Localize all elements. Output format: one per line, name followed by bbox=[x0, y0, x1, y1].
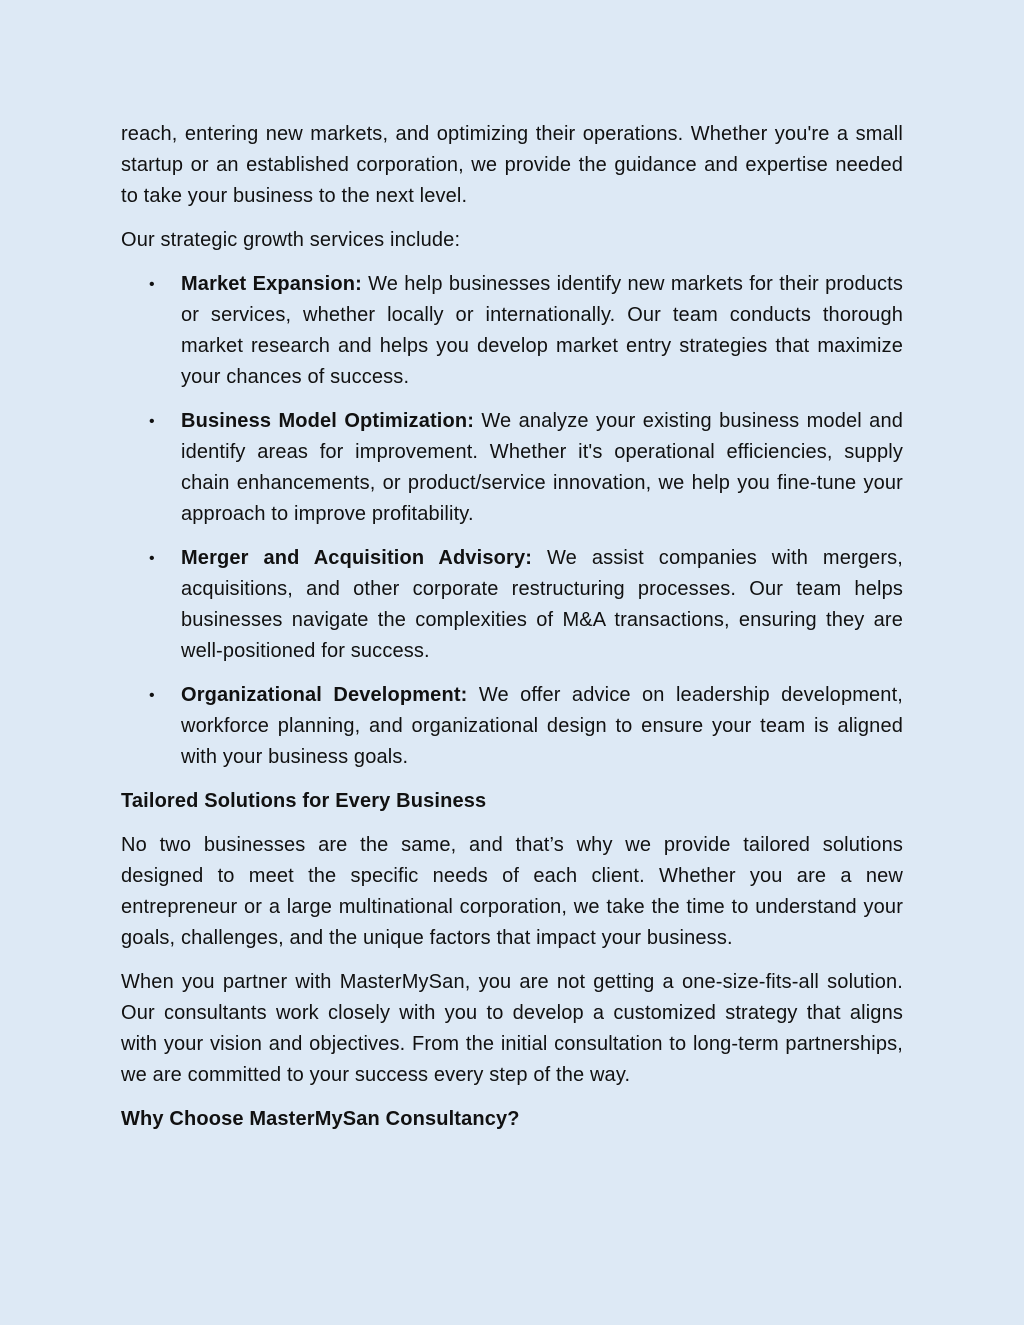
tailored-paragraph-1: No two businesses are the same, and that’s why we provide tailored solutions designed to meet the specific needs of each client. Whether you are a new entrepreneur or a large multinational corporation, we take the time to understand your goals, challenges, and the unique factors that impact your business. bbox=[121, 834, 903, 949]
service-term: Business Model Optimization: bbox=[181, 410, 475, 432]
service-term: Organizational Development: bbox=[181, 684, 468, 706]
service-description: We offer advice on leadership development, workforce planning, and organizational design to ensure your team is aligned with your business goals. bbox=[181, 684, 903, 768]
intro-paragraph: reach, entering new markets, and optimizing their operations. Whether you're a small startup or an established corporation, we provide the guidance and expertise needed to take your business to the next level. bbox=[121, 123, 903, 207]
heading-tailored-solutions: Tailored Solutions for Every Business bbox=[121, 790, 487, 812]
services-list bbox=[121, 269, 903, 773]
bullet-icon: • bbox=[149, 550, 155, 567]
list-item-merger-acquisition-advisory bbox=[121, 543, 903, 667]
heading-why-choose: Why Choose MasterMySan Consultancy? bbox=[121, 1108, 520, 1130]
service-description: We analyze your existing business model and identify areas for improvement. Whether it's operational efficiencies, supply chain enhancements, or product/service innovation, we help you fine-tune your approach to improve profitability. bbox=[181, 410, 903, 525]
bullet-icon: • bbox=[149, 276, 155, 293]
list-item-market-expansion bbox=[121, 269, 903, 393]
service-term: Market Expansion: bbox=[181, 273, 362, 295]
service-description: We assist companies with mergers, acquisitions, and other corporate restructuring processes. Our team helps businesses navigate the complexities of M&A transactions, ensuring they are well-positioned for success. bbox=[181, 547, 903, 662]
list-item-business-model-optimization bbox=[121, 406, 903, 530]
bullet-icon: • bbox=[149, 413, 155, 430]
bullet-icon: • bbox=[149, 687, 155, 704]
service-description: We help businesses identify new markets for their products or services, whether locally or internationally. Our team conducts thorough market research and helps you develop market entry strategies that maximize your chances of success. bbox=[181, 273, 903, 388]
services-intro: Our strategic growth services include: bbox=[121, 229, 461, 251]
list-item-organizational-development bbox=[121, 680, 903, 773]
tailored-paragraph-2: When you partner with MasterMySan, you are not getting a one-size-fits-all solution. Our consultants work closely with you to develop a customized strategy that aligns with your vision and objectives. From the initial consultation to long-term partnerships, we are committed to your success every step of the way. bbox=[121, 971, 903, 1086]
document-body bbox=[121, 119, 903, 1148]
service-term: Merger and Acquisition Advisory: bbox=[181, 547, 533, 569]
